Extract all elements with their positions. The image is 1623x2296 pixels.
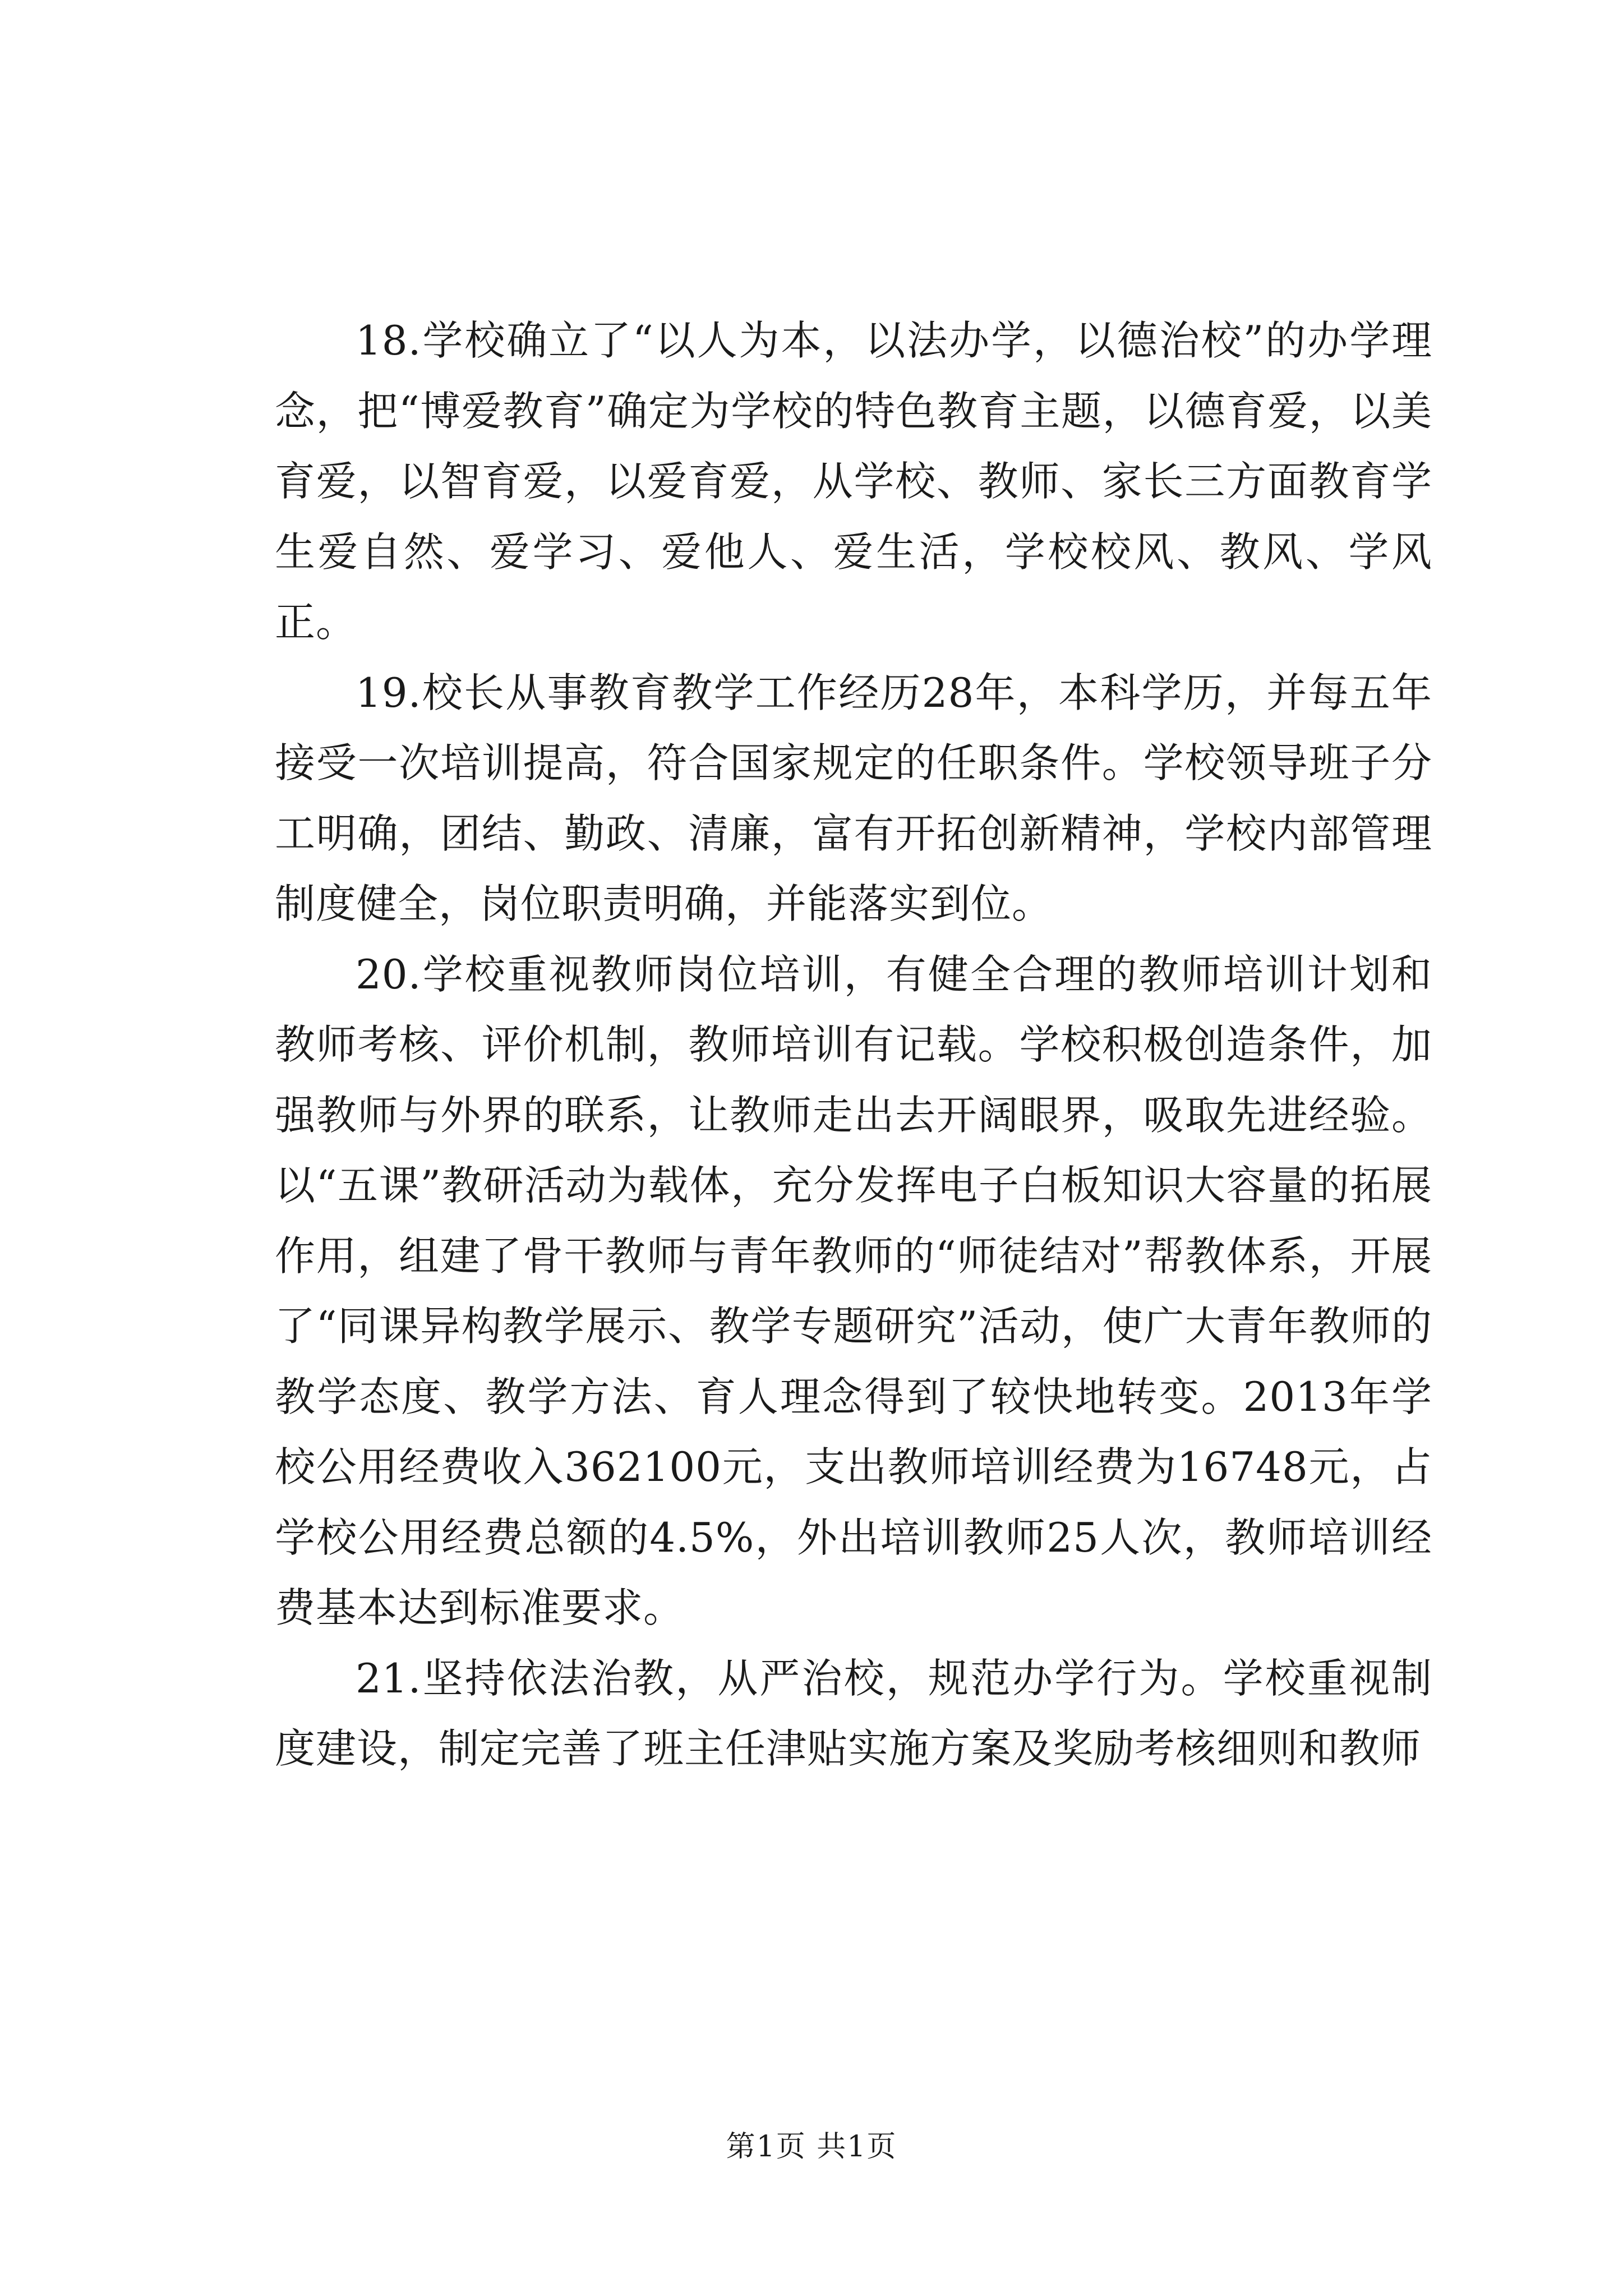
document-body [275, 306, 1432, 1784]
page-footer: 第1页 共1页 [726, 2130, 897, 2164]
paragraph-21: 21.坚持依法治教，从严治校，规范办学行为。学校重视制度建设，制定完善了班主任津贴实施方案及奖励考核细则和教师 [275, 1654, 1432, 1772]
paragraph-18: 18.学校确立了“以人为本，以法办学，以德治校”的办学理念，把“博爱教育”确定为学校的特色教育主题，以德育爱，以美育爱，以智育爱，以爱育爱，从学校、教师、家长三方面教育学生爱自然、爱学习、爱他人、爱生活，学校校风、教风、学风正。 [275, 317, 1432, 646]
paragraph-20: 20.学校重视教师岗位培训，有健全合理的教师培训计划和教师考核、评价机制，教师培训有记载。学校积极创造条件，加强教师与外界的联系，让教师走出去开阔眼界，吸取先进经验。以“五课”教研活动为载体，充分发挥电子白板知识大容量的拓展作用，组建了骨干教师与青年教师的“师徒结对”帮教体系，开展了“同课异构教学展示、教学专题研究”活动，使广大青年教师的教学态度、教学方法、育人理念得到了较快地转变。2013年学校公用经费收入362100元，支出教师培训经费为16748元，占学校公用经费总额的4.5%，外出培训教师25人次，教师培训经费基本达到标准要求。 [275, 950, 1432, 1631]
paragraph-19: 19.校长从事教育教学工作经历28年，本科学历，并每五年接受一次培训提高，符合国家规定的任职条件。学校领导班子分工明确，团结、勤政、清廉，富有开拓创新精神，学校内部管理制度健全，岗位职责明确，并能落实到位。 [275, 669, 1432, 927]
